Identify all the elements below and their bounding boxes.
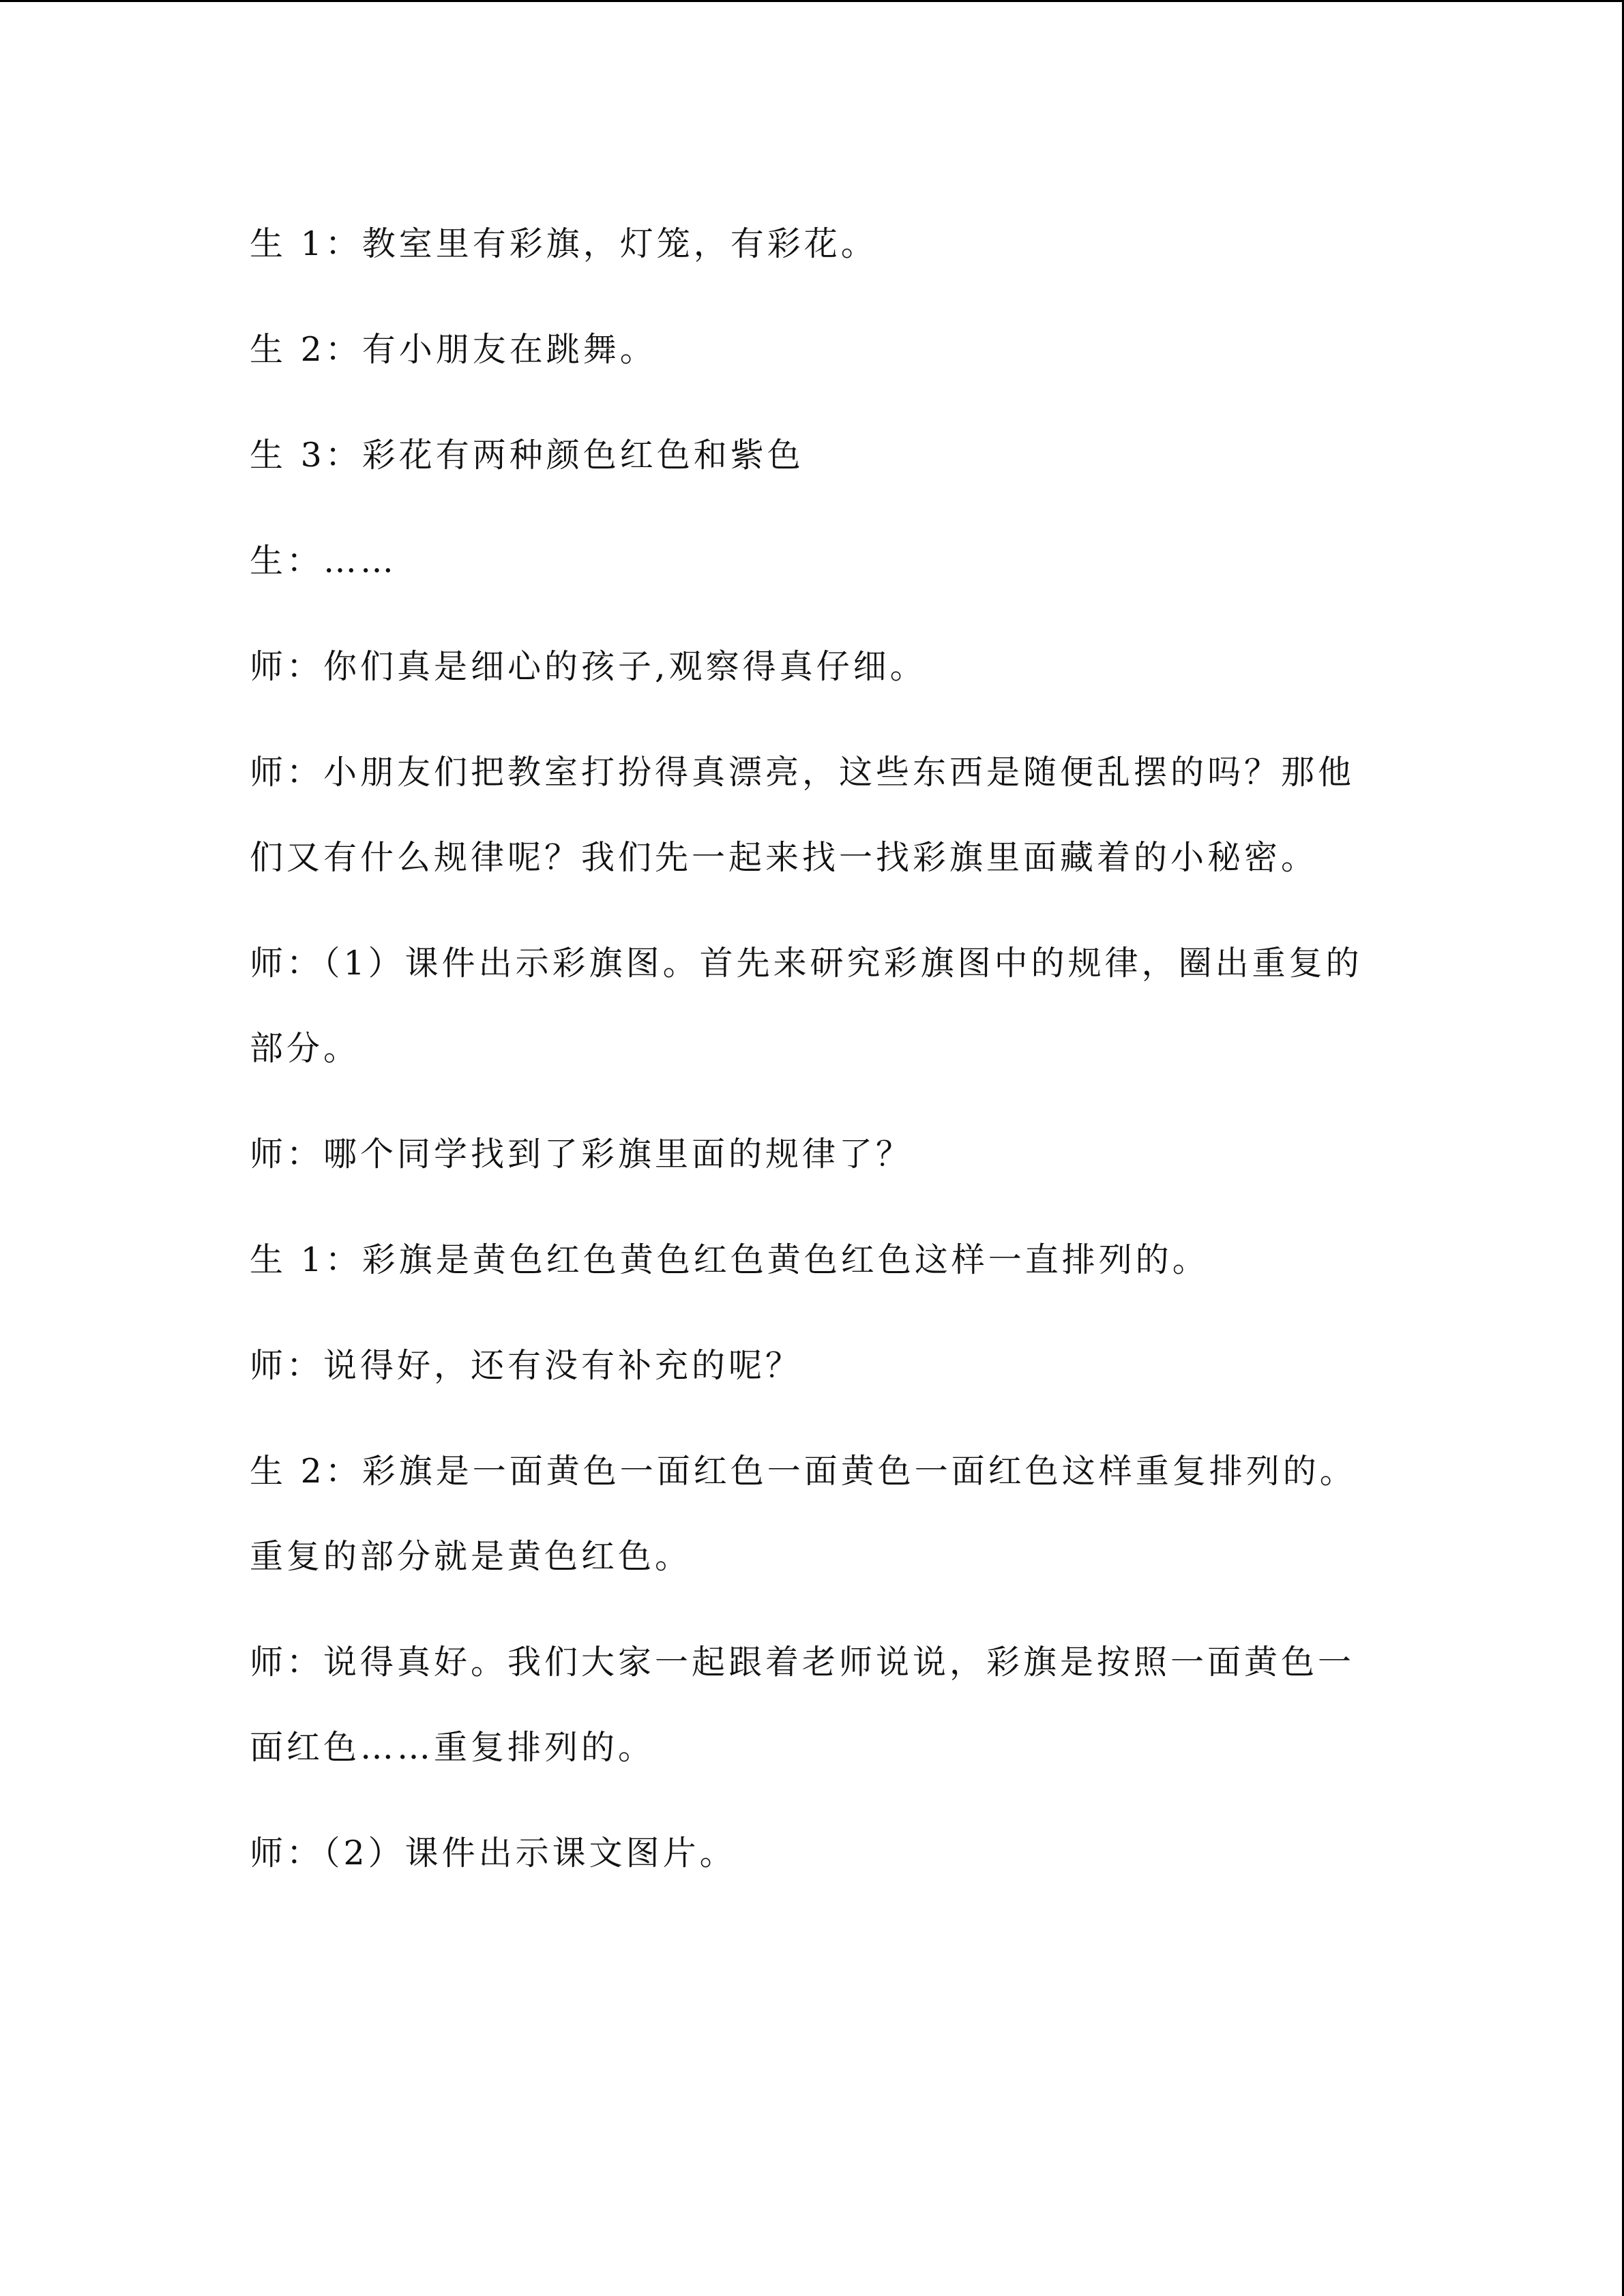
- paragraph-8: 师：哪个同学找到了彩旗里面的规律了？: [250, 1135, 913, 1174]
- paragraph-6: 师：小朋友们把教室打扮得真漂亮，这些东西是随便乱摆的吗？那他们又有什么规律呢？我们先一起来找一找彩旗里面藏着的小秘密。: [250, 753, 1355, 877]
- paragraph-13: 师：（2）课件出示课文图片。: [250, 1834, 737, 1873]
- paragraph-3: 生 3：彩花有两种颜色红色和紫色: [250, 436, 804, 475]
- paragraph-9: 生 1：彩旗是黄色红色黄色红色黄色红色这样一直排列的。: [250, 1240, 1209, 1279]
- paragraph-1: 生 1：教室里有彩旗，灯笼，有彩花。: [250, 224, 878, 263]
- paragraph-11: 生 2：彩旗是一面黄色一面红色一面黄色一面红色这样重复排列的。重复的部分就是黄色红色。: [250, 1452, 1357, 1576]
- paragraph-5: 师：你们真是细心的孩子,观察得真仔细。: [250, 647, 927, 686]
- paragraph-2: 生 2：有小朋友在跳舞。: [250, 330, 657, 369]
- paragraph-7: 师：（1）课件出示彩旗图。首先来研究彩旗图中的规律，圈出重复的部分。: [250, 944, 1363, 1068]
- paragraph-12: 师：说得真好。我们大家一起跟着老师说说，彩旗是按照一面黄色一面红色……重复排列的。: [250, 1643, 1355, 1767]
- paragraph-4: 生：……: [250, 541, 398, 580]
- document-body: [250, 201, 1368, 1916]
- paragraph-10: 师：说得好，还有没有补充的呢？: [250, 1346, 803, 1385]
